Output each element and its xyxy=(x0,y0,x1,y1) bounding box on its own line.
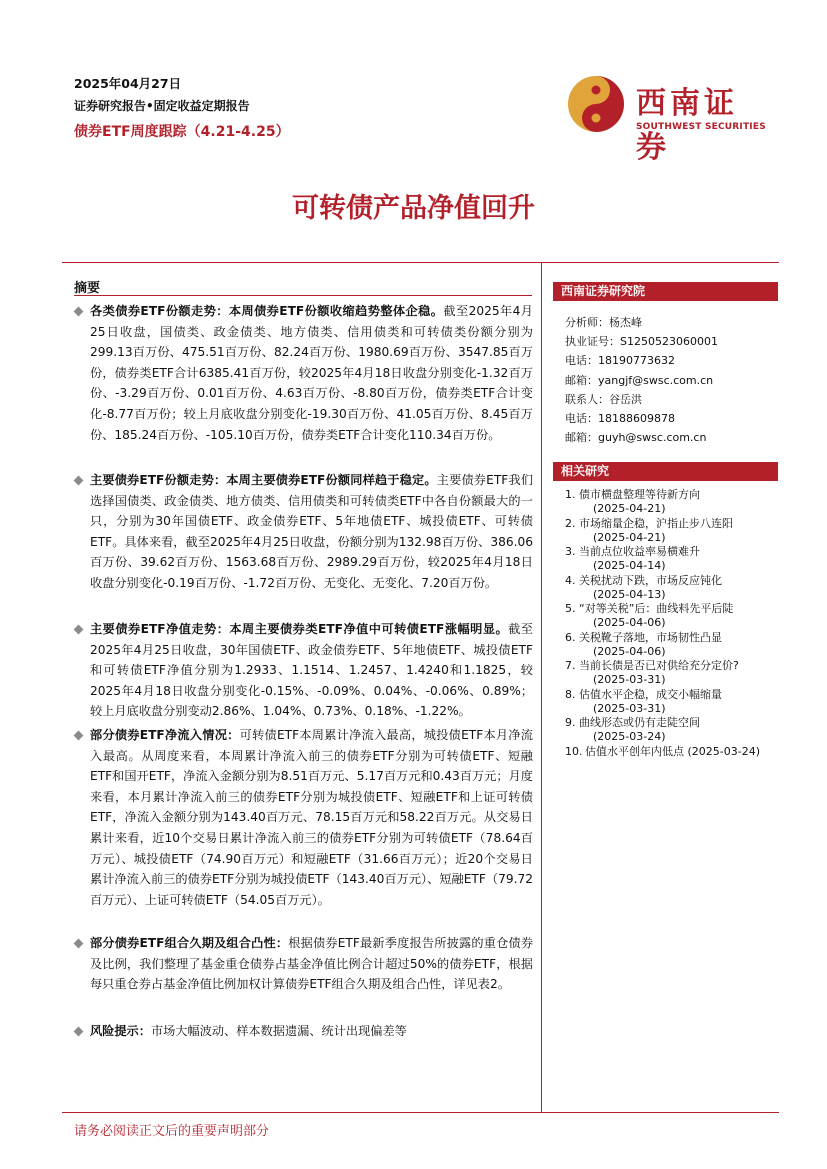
bullet-text: 根据债券ETF最新季度报告所披露的重仓债券及比例，我们整理了基金重仓债券占基金净值比例合计超过50%的债券ETF，根据每只重仓券占基金净值比例加权计算债券ETF组合久期及组合凸性，详见表2。 xyxy=(90,936,534,992)
logo-chinese-text: 西南证券 xyxy=(636,86,738,165)
logo-english-text: SOUTHWEST SECURITIES xyxy=(636,122,766,132)
related-research-list xyxy=(565,488,780,759)
diamond-bullet-icon xyxy=(74,1027,84,1037)
abstract-bullet-major-share xyxy=(75,470,533,594)
analyst-email[interactable]: 邮箱：yangjf@swsc.com.cn xyxy=(565,373,714,387)
bullet-heading: 风险提示： xyxy=(90,1024,151,1038)
list-item[interactable]: 1. 债市横盘整理等待新方向 (2025-04-21) xyxy=(565,488,700,515)
analyst-contact xyxy=(565,313,718,390)
diamond-bullet-icon xyxy=(74,731,84,741)
bullet-heading: 主要债券ETF净值走势：本周主要债券类ETF净值中可转债ETF涨幅明显。 xyxy=(90,622,509,636)
bullet-heading: 部分债券ETF净流入情况： xyxy=(90,728,240,742)
analyst-license: 执业证号：S1250523060001 xyxy=(565,335,718,349)
diamond-bullet-icon xyxy=(74,307,84,317)
bullet-text: 主要债券ETF我们选择国债类、政金债类、地方债类、信用债类和可转债类ETF中各自份额最大的一只，分别为30年国债ETF、政金债券ETF、5年地债ETF、城投债ETF、可转债ETF。具体来看，截至2025年4月25日收盘，份额分别为132.98百万份、386.06百万份、39.62百万份、1563.68百万份、2989.29百万份，较2025年4月18日收盘分别变化-0.19百万份、-1.72百万份、无变化、无变化、7.20百万份。 xyxy=(90,473,534,590)
list-item[interactable]: 3. 当前点位收益率易横难升 (2025-04-14) xyxy=(565,545,700,572)
contact-email[interactable]: 邮箱：guyh@swsc.com.cn xyxy=(565,431,707,445)
report-series: 债券ETF周度跟踪（4.21-4.25） xyxy=(74,124,290,140)
abstract-bullet-risk xyxy=(75,1021,533,1042)
abstract-bullet-inflow xyxy=(75,725,533,910)
contact-phone: 电话：18188609878 xyxy=(565,412,675,426)
analyst-name: 分析师：杨杰峰 xyxy=(565,316,642,329)
diamond-bullet-icon xyxy=(74,939,84,949)
divider-top xyxy=(62,262,779,263)
related-research-header: 相关研究 xyxy=(553,462,778,481)
report-type: 证券研究报告•固定收益定期报告 xyxy=(74,99,250,113)
disclaimer-note: 请务必阅读正文后的重要声明部分 xyxy=(74,1124,270,1139)
abstract-bullet-duration xyxy=(75,933,533,995)
page-title: 可转债产品净值回升 xyxy=(292,193,535,224)
report-date: 2025年04月27日 xyxy=(74,76,182,91)
analyst-phone: 电话：18190773632 xyxy=(565,354,675,368)
diamond-bullet-icon xyxy=(74,625,84,635)
abstract-bullet-nav xyxy=(75,619,533,722)
list-item[interactable]: 2. 市场缩量企稳，沪指止步八连阳 (2025-04-21) xyxy=(565,516,733,544)
divider-vertical xyxy=(541,262,542,1112)
bullet-heading: 主要债券ETF份额走势：本周主要债券ETF份额同样趋于稳定。 xyxy=(90,473,437,487)
abstract-underline xyxy=(74,295,532,296)
list-item[interactable]: 6. 关税靴子落地，市场韧性凸显 (2025-04-06) xyxy=(565,630,722,658)
bullet-heading: 各类债券ETF份额走势：本周债券ETF份额收缩趋势整体企稳。 xyxy=(90,304,444,318)
list-item[interactable]: 8. 估值水平企稳，成交小幅缩量 (2025-03-31) xyxy=(565,687,722,715)
list-item[interactable]: 10. 估值水平创年内低点 (2025-03-24) xyxy=(565,744,761,758)
contact-name: 联系人：谷岳洪 xyxy=(565,393,642,406)
bullet-text: 市场大幅波动、样本数据遗漏、统计出现偏差等 xyxy=(150,1024,407,1038)
abstract-heading: 摘要 xyxy=(74,281,101,296)
abstract-bullet-fund-share xyxy=(75,301,533,445)
list-item[interactable]: 9. 曲线形态或仍有走陡空间 (2025-03-24) xyxy=(565,716,700,743)
diamond-bullet-icon xyxy=(74,476,84,486)
company-logo xyxy=(566,72,766,165)
divider-bottom xyxy=(62,1112,779,1113)
list-item[interactable]: 7. 当前长债是否已对供给充分定价? (2025-03-31) xyxy=(565,659,739,686)
list-item[interactable]: 4. 关税扰动下跌，市场反应钝化 (2025-04-13) xyxy=(565,573,722,601)
contact-person xyxy=(565,390,706,448)
logo-mark-icon xyxy=(566,72,630,136)
institute-header: 西南证券研究院 xyxy=(553,282,778,301)
bullet-heading: 部分债券ETF组合久期及组合凸性： xyxy=(90,936,289,950)
bullet-text: 截至2025年4月25日收盘，30年国债ETF、政金债券ETF、5年地债ETF、城投债ETF和可转债ETF净值分别为1.2933、1.1514、1.2457、1.4240和1.1825，较2025年4月18日收盘分别变化-0.15%、-0.09%、0.04%、-0.06%、0.89%；较上月底收盘分别变动2.86%、1.04%、0.73%、0.18%、-1.22%。 xyxy=(90,622,533,719)
bullet-text: 截至2025年4月25日收盘，国债类、政金债类、地方债类、信用债类和可转债类份额分别为299.13百万份、475.51百万份、82.24百万份、1980.69百万份、3547.85百万份，债券类ETF合计6385.41百万份，较2025年4月18日收盘分别变化-1.32百万份、-3.29百万份、0.01百万份、4.63百万份、-8.80百万份，债券类ETF合计变化-8.77百万份；较上月底收盘分别变化-19.30百万份、41.05百万份、8.45百万份、185.24百万份、-105.10百万份，债券类ETF合计变化110.34百万份。 xyxy=(90,304,533,442)
bullet-text: 可转债ETF本周累计净流入最高，城投债ETF本月净流入最高。从周度来看，本周累计净流入前三的债券ETF分别为可转债ETF、短融ETF和国开ETF，净流入金额分别为8.51百万元、5.17百万元和0.43百万元；月度来看，本月累计净流入前三的债券ETF分别为城投债ETF、短融ETF和上证可转债ETF，净流入金额分别为143.40百万元、78.15百万元和58.22百万元。从交易日累计来看，近10个交易日累计净流入前三的债券ETF分别为可转债ETF（78.64百万元）、城投债ETF（74.90百万元）和短融ETF（31.66百万元）；近20个交易日累计净流入前三的债券ETF分别为城投债ETF（143.40百万元）、短融ETF（79.72百万元）、上证可转债ETF（54.05百万元）。 xyxy=(90,728,533,907)
list-item[interactable]: 5. “对等关税”后：曲线料先平后陡 (2025-04-06) xyxy=(565,602,734,629)
